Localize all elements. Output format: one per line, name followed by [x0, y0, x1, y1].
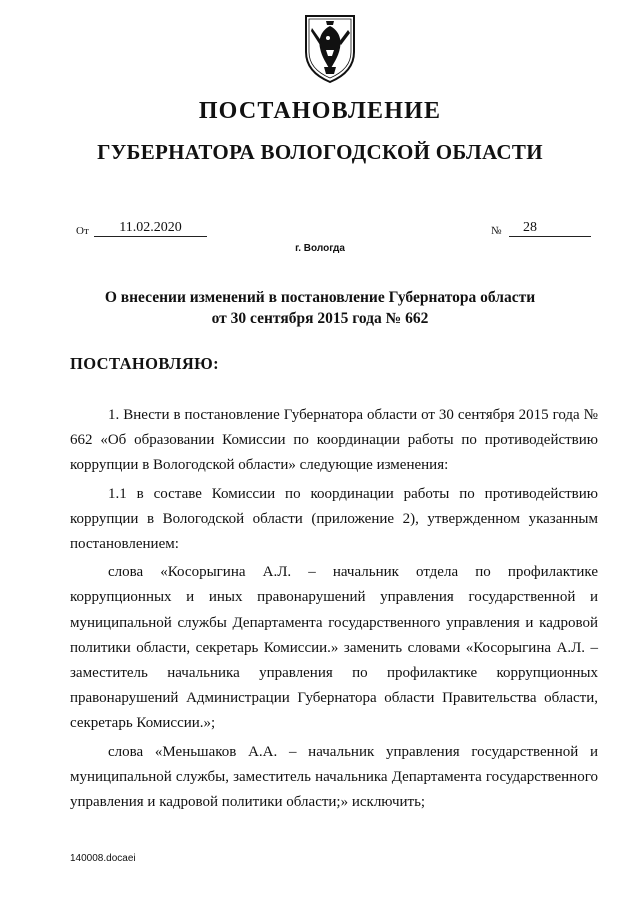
document-body — [70, 403, 598, 818]
subject-line-2: от 30 сентября 2015 года № 662 — [211, 310, 429, 327]
issue-city: г. Вологда — [295, 243, 345, 254]
subject-line-1: О внесении изменений в постановление Губернатора области — [104, 289, 536, 306]
document-subject — [0, 287, 640, 329]
number-label: № — [491, 225, 502, 237]
paragraph: 1. Внести в постановление Губернатора области от 30 сентября 2015 года № 662 «Об образовании Комиссии по координации работы по противодействию коррупции в Вологодской области» следующие изменения: — [70, 407, 598, 474]
paragraph: слова «Косорыгина А.Л. – начальник отдела по профилактике коррупционных и иных правонарушений управления государственной и муниципальной службы Департамента государственного управления и кадровой политики области, секретарь Комиссии.» заменить словами «Косорыгина А.Л. – заместитель начальника управления по профилактике коррупционных правонарушений Администрации Губернатора области Правительства области, секретарь Комиссии.»; — [70, 564, 598, 732]
document-date: 11.02.2020 — [94, 219, 207, 237]
paragraph: слова «Меньшаков А.А. – начальник управления государственной и муниципальной службы, заместитель начальника Департамента государственного управления и кадровой политики области;» исключить; — [70, 743, 598, 811]
coat-of-arms-icon — [300, 12, 360, 84]
document-subtitle: ГУБЕРНАТОРА ВОЛОГОДСКОЙ ОБЛАСТИ — [97, 140, 543, 164]
date-label: От — [76, 225, 89, 237]
document-title: ПОСТАНОВЛЕНИЕ — [198, 98, 442, 124]
paragraph: 1.1 в составе Комиссии по координации работы по противодействию коррупции в Вологодской области (приложение 2), утвержденном указанным постановлением: — [70, 485, 598, 553]
document-number: 28 — [509, 219, 591, 237]
decree-word: ПОСТАНОВЛЯЮ: — [70, 354, 220, 373]
file-code: 140008.docaei — [70, 853, 136, 864]
